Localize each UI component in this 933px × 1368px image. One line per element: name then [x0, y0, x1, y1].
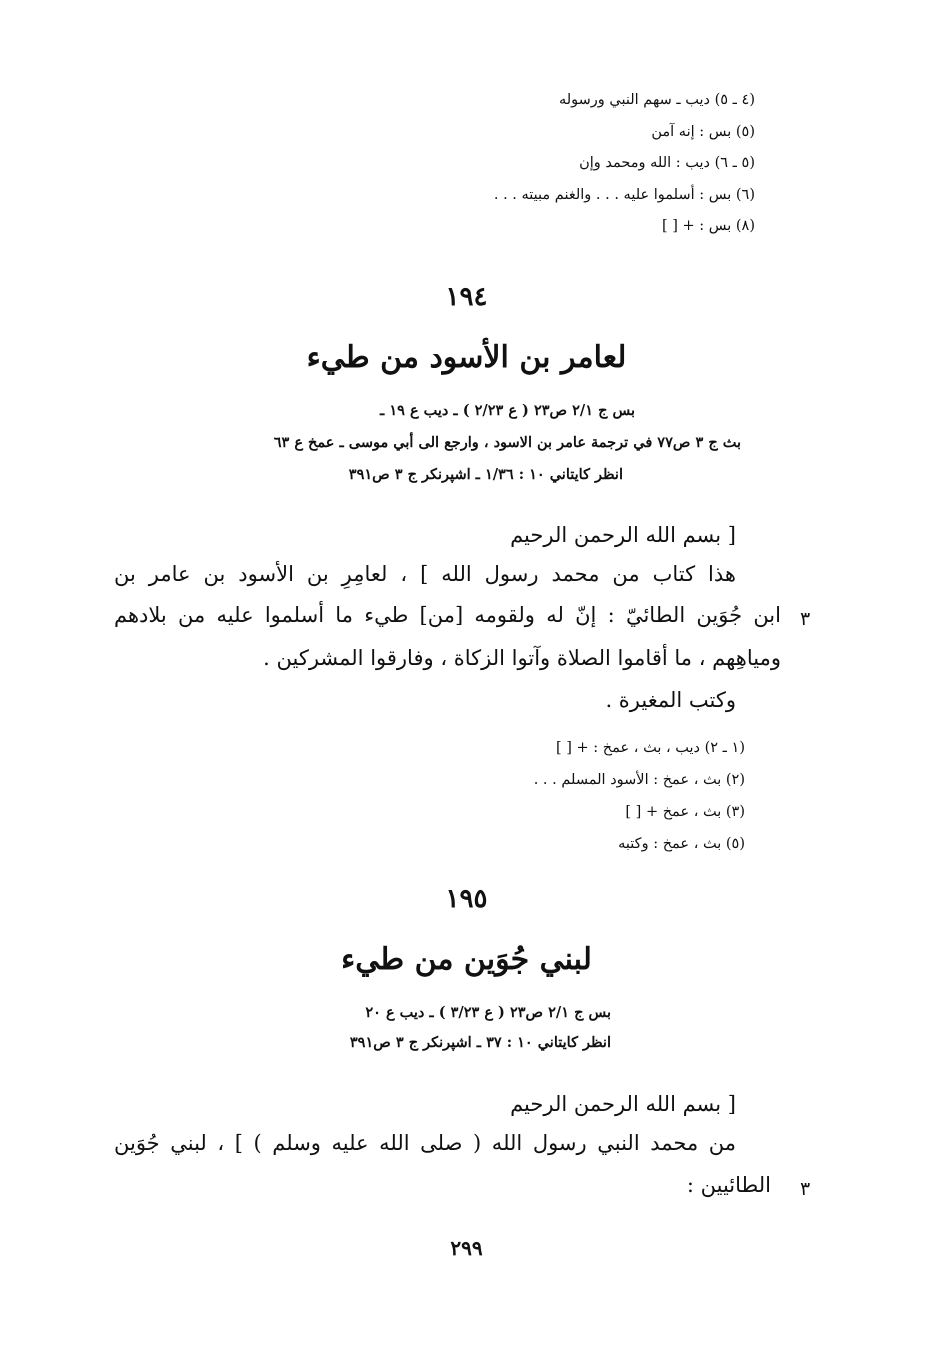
text-line: ومياهِهم ، ما أقاموا الصلاة وآتوا الزكاة ، وفارقوا المشركين .: [263, 646, 781, 670]
text-line: الطائيين :: [686, 1173, 771, 1197]
line-marker: ٣: [800, 1178, 811, 1200]
top-note: (٦) بس : أسلموا عليه . . . والغنم مبيته . . .: [493, 187, 755, 203]
top-note: (٤ ـ ٥) ديب ـ سهم النبي ورسوله: [558, 92, 755, 108]
text-line: ابن جُوَين الطائيّ : إنّ له ولقومه [من] طيء ما أسلموا عليه من بلادهم: [114, 603, 781, 627]
footnote: (٣) بث ، عمخ + [ ]: [625, 804, 745, 820]
source-line: بث ج ٣ ص٧٧ في ترجمة عامر بن الاسود ، وارجع الى أبي موسى ـ عمخ ع ٦٣: [273, 434, 741, 451]
text-line: من محمد النبي رسول الله ( صلى الله عليه وسلم ) ] ، لبني جُوَين: [114, 1131, 736, 1155]
footnote: (٥) بث ، عمخ : وكتبه: [618, 836, 745, 852]
text-line: [ بسم الله الرحمن الرحيم: [510, 1092, 736, 1116]
text-line: [ بسم الله الرحمن الرحيم: [510, 523, 736, 547]
document-number: ١٩٤: [445, 282, 488, 312]
top-note: (٥ ـ ٦) ديب : الله ومحمد وإن: [579, 155, 755, 171]
source-line: بس ج ٢/١ ص٢٣ ( ع ٢/٢٣ ) ـ ديب ع ١٩ ـ: [380, 402, 635, 419]
top-note: (٥) بس : إنه آمن: [651, 124, 755, 140]
text-line: وكتب المغيرة .: [605, 688, 736, 712]
document-title: لبني جُوَين من طيء: [341, 942, 592, 977]
source-line: بس ج ٢/١ ص٢٣ ( ع ٣/٢٣ ) ـ ديب ع ٢٠: [365, 1004, 611, 1021]
footnote: (٢) بث ، عمخ : الأسود المسلم . . .: [533, 772, 745, 788]
text-line: هذا كتاب من محمد رسول الله ] ، لعامِرِ بن الأسود بن عامر بن: [114, 562, 736, 586]
page-number: ٢٩٩: [450, 1236, 483, 1260]
document-title: لعامر بن الأسود من طيء: [306, 340, 627, 375]
footnote: (١ ـ ٢) ديب ، بث ، عمخ : + [ ]: [556, 740, 745, 756]
source-line: انظر كايتاني ١٠ : ٣٧ ـ اشپرنكر ج ٣ ص٣٩١: [349, 1034, 611, 1051]
source-line: انظر كايتاني ١٠ : ١/٣٦ ـ اشپرنكر ج ٣ ص٣٩١: [348, 466, 623, 483]
line-marker: ٣: [800, 608, 811, 630]
document-number: ١٩٥: [445, 884, 488, 914]
top-note: (٨) بس : + [ ]: [661, 218, 755, 234]
